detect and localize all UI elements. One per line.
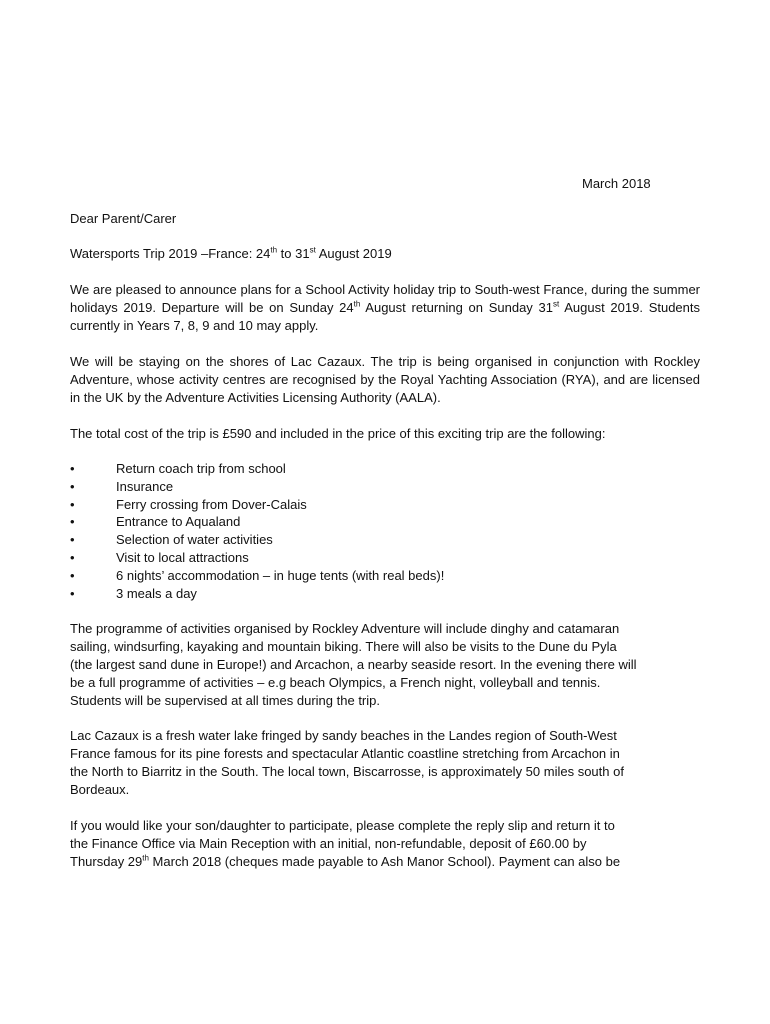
list-item: • 3 meals a day [70,585,197,601]
paragraph-lac-cazaux: Lac Cazaux is a fresh water lake fringed by sandy beaches in the Landes region of South-West France famous for its pine forests and spectacular Atlantic coastline stretching from Arcachon in the North to Biarritz in the South. The local town, Biscarrosse, is approximately 50 miles south of Bordeaux. [70,728,624,797]
salutation: Dear Parent/Carer [70,211,177,226]
paragraph-reply-instructions: If you would like your son/daughter to participate, please complete the reply slip and return it to the Finance Office via Main Reception with an initial, non-refundable, deposit of £60.00 by Thursday 29th March 2018 (cheques made payable to Ash Manor School). Payment can also be [70,818,621,869]
list-item: • Visit to local attractions [70,549,249,565]
paragraph-location: We will be staying on the shores of Lac Cazaux. The trip is being organised in conjunction with Rockley Adventure, whose activity centres are recognised by the Royal Yachting Association (RYA), and are licensed in the UK by the Adventure Activities Licensing Authority (AALA). [70,354,700,405]
list-item: • Selection of water activities [70,532,273,548]
bullet-icon: • [70,549,75,565]
subject-line: Watersports Trip 2019 –France: 24th to 31st August 2019 [70,245,392,261]
bullet-icon: • [70,585,75,601]
bullet-icon: • [70,567,75,583]
bullet-icon: • [70,496,75,512]
letter-date: March 2018 [582,176,651,191]
list-item: • Return coach trip from school [70,461,286,476]
included-items-list [70,460,700,602]
list-item: • Entrance to Aqualand [70,514,241,530]
paragraph-cost: The total cost of the trip is £590 and included in the price of this exciting trip are the following: [70,426,606,441]
bullet-icon: • [70,532,75,548]
paragraph-programme: The programme of activities organised by Rockley Adventure will include dinghy and catamaran sailing, windsurfing, kayaking and mountain biking. There will also be visits to the Dune du Pyla (the largest sand dune in Europe!) and Arcachon, a nearby seaside resort. In the evening there will be a full programme of activities – e.g beach Olympics, a French night, volleyball and tennis. Students will be supervised at all times during the trip. [70,621,637,708]
bullet-icon: • [70,461,75,476]
list-item: • 6 nights’ accommodation – in huge tents (with real beds)! [70,567,445,583]
list-item: • Insurance [70,478,174,494]
bullet-icon: • [70,478,75,494]
list-item: • Ferry crossing from Dover-Calais [70,496,307,512]
paragraph-announcement: We are pleased to announce plans for a School Activity holiday trip to South-west France, during the summer holidays 2019. Departure will be on Sunday 24th August returning on Sunday 31st August 2019. Students currently in Years 7, 8, 9 and 10 may apply. [70,282,701,333]
bullet-icon: • [70,514,75,530]
